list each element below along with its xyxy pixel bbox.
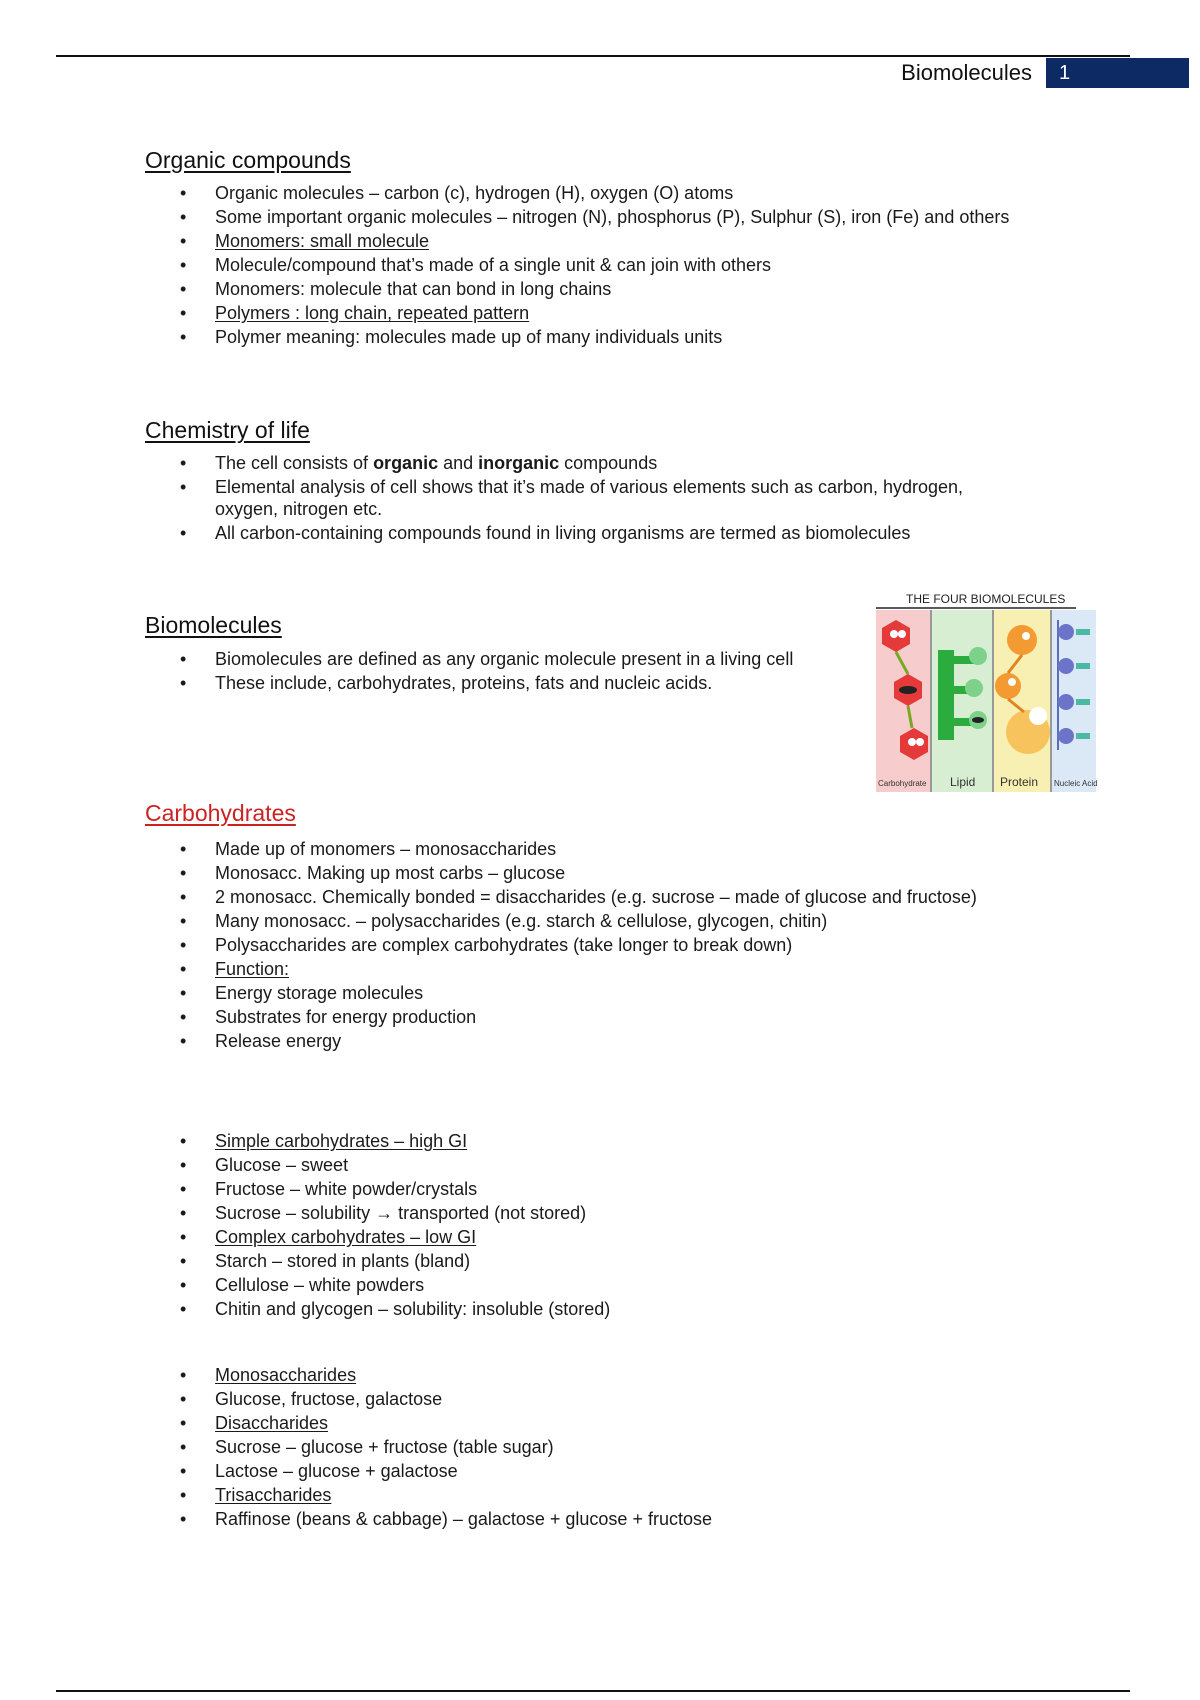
section-title-organic: Organic compounds bbox=[145, 147, 351, 173]
list-item: • Molecule/compound that’s made of a single unit & can join with others bbox=[215, 254, 1055, 276]
list-item: • Substrates for energy production bbox=[215, 1006, 995, 1028]
list-item: • Sucrose – solubility → transported (not stored) bbox=[215, 1202, 995, 1224]
footer-rule bbox=[56, 1690, 1130, 1692]
list-item: • 2 monosacc. Chemically bonded = disaccharides (e.g. sucrose – made of glucose and fructose) bbox=[215, 886, 995, 908]
list-item: • Elemental analysis of cell shows that it’s made of various elements such as carbon, hydrogen, oxygen, nitrogen etc. bbox=[215, 476, 975, 520]
underlined-text: Disaccharides bbox=[215, 1413, 329, 1433]
page-number-box bbox=[1046, 58, 1189, 88]
list-item bbox=[215, 302, 1055, 324]
list-item: • Cellulose – white powders bbox=[215, 1274, 995, 1296]
underlined-text: Trisaccharides bbox=[215, 1485, 332, 1505]
list-item: • Monosacc. Making up most carbs – glucose bbox=[215, 862, 995, 884]
underlined-text: Monomers: small molecule bbox=[215, 231, 430, 251]
list-item: • Made up of monomers – monosaccharides bbox=[215, 838, 995, 860]
list-item: • These include, carbohydrates, proteins, fats and nucleic acids. bbox=[215, 672, 840, 694]
chemistry-list bbox=[215, 452, 975, 546]
section-title-carbohydrates: Carbohydrates bbox=[145, 800, 296, 826]
list-item: • Glucose – sweet bbox=[215, 1154, 995, 1176]
underlined-text: Complex carbohydrates – low GI bbox=[215, 1227, 477, 1247]
list-item: • Glucose, fructose, galactose bbox=[215, 1388, 995, 1410]
header-title: Biomolecules bbox=[901, 60, 1032, 85]
section-title-biomolecules: Biomolecules bbox=[145, 612, 282, 638]
list-item bbox=[215, 1484, 995, 1506]
biomolecules-list bbox=[215, 648, 840, 696]
list-item: • Polymer meaning: molecules made up of many individuals units bbox=[215, 326, 1055, 348]
bold-inorganic: inorganic bbox=[478, 453, 560, 473]
list-item: • Chitin and glycogen – solubility: insoluble (stored) bbox=[215, 1298, 995, 1320]
list-item: • Starch – stored in plants (bland) bbox=[215, 1250, 995, 1272]
list-item: • Many monosacc. – polysaccharides (e.g. starch & cellulose, glycogen, chitin) bbox=[215, 910, 995, 932]
list-item bbox=[215, 958, 995, 980]
list-item bbox=[215, 1130, 995, 1152]
organic-list bbox=[215, 182, 1055, 350]
header-rule bbox=[56, 55, 1130, 57]
list-item: • Polysaccharides are complex carbohydrates (take longer to break down) bbox=[215, 934, 995, 956]
carbohydrates-list-1 bbox=[215, 838, 995, 1054]
carbohydrates-list-3 bbox=[215, 1364, 995, 1532]
list-item: • Some important organic molecules – nitrogen (N), phosphorus (P), Sulphur (S), iron (Fe) and others bbox=[215, 206, 1055, 228]
label-lipid: Lipid bbox=[950, 775, 976, 789]
list-item bbox=[215, 1226, 995, 1248]
label-carbohydrate: Carbohydrate bbox=[878, 779, 927, 788]
bold-organic: organic bbox=[373, 453, 439, 473]
list-item: • Sucrose – glucose + fructose (table sugar) bbox=[215, 1436, 995, 1458]
label-protein: Protein bbox=[1000, 775, 1039, 789]
list-item bbox=[215, 1364, 995, 1386]
underlined-text: Function: bbox=[215, 959, 290, 979]
four-biomolecules-figure bbox=[876, 590, 1100, 802]
list-item bbox=[215, 1412, 995, 1434]
list-item: • Raffinose (beans & cabbage) – galactose + glucose + fructose bbox=[215, 1508, 995, 1530]
list-item bbox=[215, 230, 1055, 252]
list-item: • Energy storage molecules bbox=[215, 982, 995, 1004]
list-item: • Fructose – white powder/crystals bbox=[215, 1178, 995, 1200]
list-item: • Release energy bbox=[215, 1030, 995, 1052]
label-nucleic-acid: Nucleic Acid bbox=[1054, 779, 1098, 788]
underlined-text: Polymers : long chain, repeated pattern bbox=[215, 303, 530, 323]
figure-title: THE FOUR BIOMOLECULES bbox=[906, 592, 1066, 606]
page-number: 1 bbox=[1059, 62, 1071, 84]
underlined-text: Simple carbohydrates – high GI bbox=[215, 1131, 468, 1151]
list-item: • The cell consists of organic and inorganic compounds bbox=[215, 452, 975, 474]
list-item: • Biomolecules are defined as any organic molecule present in a living cell bbox=[215, 648, 840, 670]
underlined-text: Monosaccharides bbox=[215, 1365, 357, 1385]
list-item: • Monomers: molecule that can bond in long chains bbox=[215, 278, 1055, 300]
list-item: • All carbon-containing compounds found in living organisms are termed as biomolecules bbox=[215, 522, 975, 544]
list-item: • Organic molecules – carbon (c), hydrogen (H), oxygen (O) atoms bbox=[215, 182, 1055, 204]
carbohydrates-list-2 bbox=[215, 1130, 995, 1322]
list-item: • Lactose – glucose + galactose bbox=[215, 1460, 995, 1482]
section-title-chemistry: Chemistry of life bbox=[145, 417, 310, 443]
